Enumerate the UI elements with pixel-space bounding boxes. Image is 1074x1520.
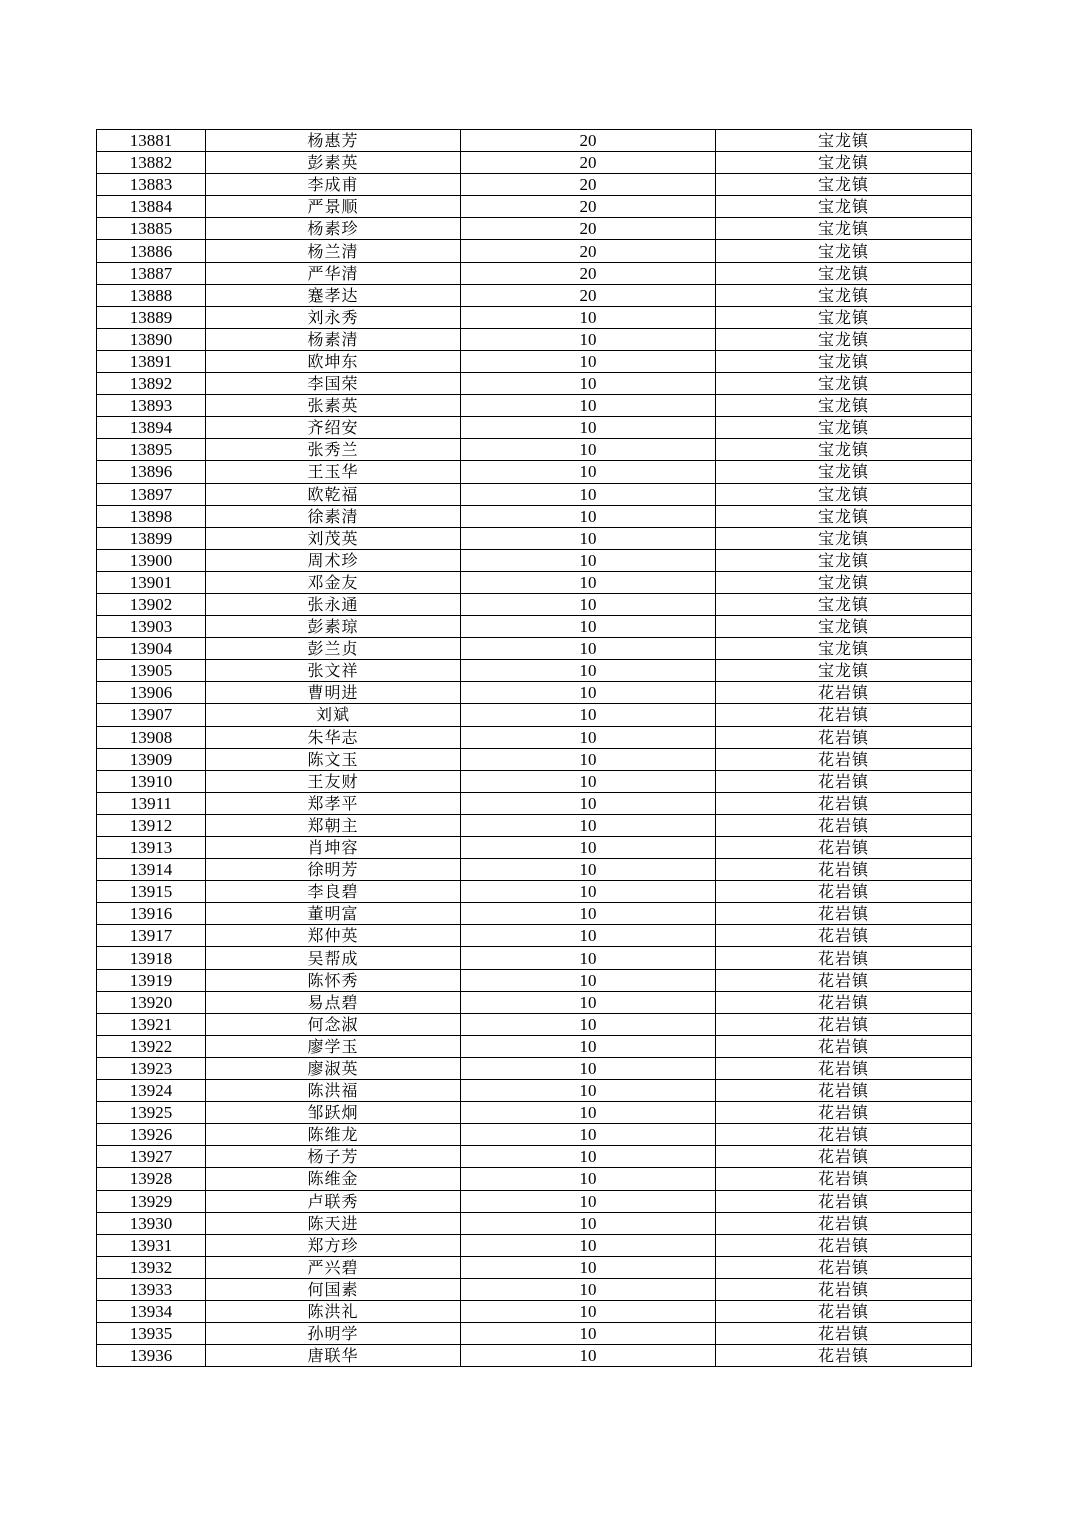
id-cell: 13928 bbox=[97, 1168, 206, 1190]
table-row bbox=[97, 284, 972, 306]
id-cell: 13900 bbox=[97, 549, 206, 571]
table-row bbox=[97, 704, 972, 726]
amount-cell: 20 bbox=[461, 152, 716, 174]
name-cell: 张素英 bbox=[206, 395, 461, 417]
table-row bbox=[97, 130, 972, 152]
town-cell: 花岩镇 bbox=[716, 1168, 972, 1190]
table-row bbox=[97, 792, 972, 814]
town-cell: 宝龙镇 bbox=[716, 130, 972, 152]
table-row bbox=[97, 196, 972, 218]
name-cell: 蹇孝达 bbox=[206, 284, 461, 306]
name-cell: 陈文玉 bbox=[206, 748, 461, 770]
town-cell: 花岩镇 bbox=[716, 1300, 972, 1322]
name-cell: 徐素清 bbox=[206, 505, 461, 527]
table-row bbox=[97, 240, 972, 262]
table-row bbox=[97, 1057, 972, 1079]
town-cell: 花岩镇 bbox=[716, 726, 972, 748]
id-cell: 13911 bbox=[97, 792, 206, 814]
amount-cell: 10 bbox=[461, 571, 716, 593]
table-row bbox=[97, 903, 972, 925]
name-cell: 刘永秀 bbox=[206, 306, 461, 328]
name-cell: 郑孝平 bbox=[206, 792, 461, 814]
table-row bbox=[97, 174, 972, 196]
table-row bbox=[97, 947, 972, 969]
id-cell: 13887 bbox=[97, 262, 206, 284]
amount-cell: 10 bbox=[461, 726, 716, 748]
table-row bbox=[97, 748, 972, 770]
name-cell: 杨素珍 bbox=[206, 218, 461, 240]
table-row bbox=[97, 770, 972, 792]
id-cell: 13905 bbox=[97, 660, 206, 682]
town-cell: 宝龙镇 bbox=[716, 549, 972, 571]
name-cell: 严兴碧 bbox=[206, 1256, 461, 1278]
amount-cell: 10 bbox=[461, 306, 716, 328]
town-cell: 宝龙镇 bbox=[716, 660, 972, 682]
id-cell: 13888 bbox=[97, 284, 206, 306]
town-cell: 宝龙镇 bbox=[716, 174, 972, 196]
town-cell: 宝龙镇 bbox=[716, 395, 972, 417]
id-cell: 13916 bbox=[97, 903, 206, 925]
table-row bbox=[97, 1345, 972, 1367]
town-cell: 宝龙镇 bbox=[716, 196, 972, 218]
amount-cell: 10 bbox=[461, 527, 716, 549]
id-cell: 13895 bbox=[97, 439, 206, 461]
id-cell: 13881 bbox=[97, 130, 206, 152]
id-cell: 13889 bbox=[97, 306, 206, 328]
amount-cell: 10 bbox=[461, 1212, 716, 1234]
id-cell: 13936 bbox=[97, 1345, 206, 1367]
name-cell: 王玉华 bbox=[206, 461, 461, 483]
name-cell: 张永通 bbox=[206, 593, 461, 615]
amount-cell: 10 bbox=[461, 748, 716, 770]
table-row bbox=[97, 1212, 972, 1234]
name-cell: 陈洪礼 bbox=[206, 1300, 461, 1322]
amount-cell: 10 bbox=[461, 1146, 716, 1168]
table-row bbox=[97, 262, 972, 284]
table-row bbox=[97, 837, 972, 859]
amount-cell: 10 bbox=[461, 1080, 716, 1102]
name-cell: 朱华志 bbox=[206, 726, 461, 748]
id-cell: 13919 bbox=[97, 969, 206, 991]
amount-cell: 20 bbox=[461, 262, 716, 284]
id-cell: 13898 bbox=[97, 505, 206, 527]
table-row bbox=[97, 1080, 972, 1102]
town-cell: 宝龙镇 bbox=[716, 483, 972, 505]
table-row bbox=[97, 1013, 972, 1035]
table-row bbox=[97, 1256, 972, 1278]
amount-cell: 10 bbox=[461, 991, 716, 1013]
town-cell: 宝龙镇 bbox=[716, 152, 972, 174]
table-row bbox=[97, 1278, 972, 1300]
id-cell: 13882 bbox=[97, 152, 206, 174]
town-cell: 花岩镇 bbox=[716, 1146, 972, 1168]
table-row bbox=[97, 439, 972, 461]
id-cell: 13896 bbox=[97, 461, 206, 483]
town-cell: 花岩镇 bbox=[716, 704, 972, 726]
amount-cell: 10 bbox=[461, 373, 716, 395]
town-cell: 花岩镇 bbox=[716, 1124, 972, 1146]
name-cell: 齐绍安 bbox=[206, 417, 461, 439]
name-cell: 郑方珍 bbox=[206, 1234, 461, 1256]
town-cell: 宝龙镇 bbox=[716, 306, 972, 328]
name-cell: 王友财 bbox=[206, 770, 461, 792]
id-cell: 13901 bbox=[97, 571, 206, 593]
id-cell: 13931 bbox=[97, 1234, 206, 1256]
id-cell: 13934 bbox=[97, 1300, 206, 1322]
id-cell: 13912 bbox=[97, 814, 206, 836]
name-cell: 李成甫 bbox=[206, 174, 461, 196]
amount-cell: 10 bbox=[461, 549, 716, 571]
amount-cell: 10 bbox=[461, 461, 716, 483]
name-cell: 严景顺 bbox=[206, 196, 461, 218]
town-cell: 宝龙镇 bbox=[716, 571, 972, 593]
id-cell: 13885 bbox=[97, 218, 206, 240]
name-cell: 欧乾福 bbox=[206, 483, 461, 505]
name-cell: 唐联华 bbox=[206, 1345, 461, 1367]
town-cell: 花岩镇 bbox=[716, 1256, 972, 1278]
amount-cell: 10 bbox=[461, 1190, 716, 1212]
town-cell: 花岩镇 bbox=[716, 1057, 972, 1079]
amount-cell: 10 bbox=[461, 417, 716, 439]
amount-cell: 10 bbox=[461, 704, 716, 726]
amount-cell: 10 bbox=[461, 439, 716, 461]
id-cell: 13935 bbox=[97, 1323, 206, 1345]
id-cell: 13902 bbox=[97, 593, 206, 615]
name-cell: 徐明芳 bbox=[206, 859, 461, 881]
amount-cell: 20 bbox=[461, 218, 716, 240]
town-cell: 宝龙镇 bbox=[716, 461, 972, 483]
town-cell: 花岩镇 bbox=[716, 1323, 972, 1345]
amount-cell: 10 bbox=[461, 1102, 716, 1124]
amount-cell: 20 bbox=[461, 130, 716, 152]
name-cell: 陈维龙 bbox=[206, 1124, 461, 1146]
amount-cell: 10 bbox=[461, 660, 716, 682]
town-cell: 宝龙镇 bbox=[716, 328, 972, 350]
id-cell: 13884 bbox=[97, 196, 206, 218]
town-cell: 宝龙镇 bbox=[716, 439, 972, 461]
town-cell: 宝龙镇 bbox=[716, 218, 972, 240]
amount-cell: 10 bbox=[461, 1168, 716, 1190]
town-cell: 宝龙镇 bbox=[716, 505, 972, 527]
amount-cell: 10 bbox=[461, 903, 716, 925]
amount-cell: 10 bbox=[461, 1234, 716, 1256]
table-row bbox=[97, 395, 972, 417]
table-row bbox=[97, 461, 972, 483]
name-cell: 刘斌 bbox=[206, 704, 461, 726]
table-row bbox=[97, 350, 972, 372]
amount-cell: 10 bbox=[461, 1057, 716, 1079]
table-row bbox=[97, 616, 972, 638]
table-row bbox=[97, 483, 972, 505]
name-cell: 曹明进 bbox=[206, 682, 461, 704]
name-cell: 陈洪福 bbox=[206, 1080, 461, 1102]
id-cell: 13920 bbox=[97, 991, 206, 1013]
town-cell: 花岩镇 bbox=[716, 903, 972, 925]
id-cell: 13904 bbox=[97, 638, 206, 660]
town-cell: 宝龙镇 bbox=[716, 527, 972, 549]
id-cell: 13917 bbox=[97, 925, 206, 947]
name-cell: 杨素清 bbox=[206, 328, 461, 350]
table-row bbox=[97, 306, 972, 328]
table-row bbox=[97, 859, 972, 881]
town-cell: 花岩镇 bbox=[716, 1013, 972, 1035]
amount-cell: 20 bbox=[461, 196, 716, 218]
table-row bbox=[97, 1234, 972, 1256]
name-cell: 邓金友 bbox=[206, 571, 461, 593]
amount-cell: 10 bbox=[461, 947, 716, 969]
town-cell: 花岩镇 bbox=[716, 1080, 972, 1102]
id-cell: 13914 bbox=[97, 859, 206, 881]
table-row bbox=[97, 660, 972, 682]
id-cell: 13892 bbox=[97, 373, 206, 395]
table-row bbox=[97, 638, 972, 660]
name-cell: 张文祥 bbox=[206, 660, 461, 682]
name-cell: 陈天进 bbox=[206, 1212, 461, 1234]
id-cell: 13903 bbox=[97, 616, 206, 638]
table-row bbox=[97, 881, 972, 903]
id-cell: 13883 bbox=[97, 174, 206, 196]
town-cell: 宝龙镇 bbox=[716, 616, 972, 638]
table-body bbox=[97, 130, 972, 1367]
name-cell: 彭素英 bbox=[206, 152, 461, 174]
amount-cell: 10 bbox=[461, 328, 716, 350]
id-cell: 13886 bbox=[97, 240, 206, 262]
id-cell: 13933 bbox=[97, 1278, 206, 1300]
town-cell: 花岩镇 bbox=[716, 881, 972, 903]
id-cell: 13927 bbox=[97, 1146, 206, 1168]
amount-cell: 10 bbox=[461, 792, 716, 814]
name-cell: 董明富 bbox=[206, 903, 461, 925]
name-cell: 李国荣 bbox=[206, 373, 461, 395]
name-cell: 廖学玉 bbox=[206, 1035, 461, 1057]
table-row bbox=[97, 505, 972, 527]
table-row bbox=[97, 549, 972, 571]
town-cell: 宝龙镇 bbox=[716, 240, 972, 262]
table-row bbox=[97, 991, 972, 1013]
name-cell: 郑朝主 bbox=[206, 814, 461, 836]
id-cell: 13921 bbox=[97, 1013, 206, 1035]
id-cell: 13924 bbox=[97, 1080, 206, 1102]
amount-cell: 10 bbox=[461, 505, 716, 527]
town-cell: 花岩镇 bbox=[716, 1035, 972, 1057]
amount-cell: 10 bbox=[461, 881, 716, 903]
id-cell: 13925 bbox=[97, 1102, 206, 1124]
amount-cell: 10 bbox=[461, 616, 716, 638]
town-cell: 花岩镇 bbox=[716, 859, 972, 881]
name-cell: 吴帮成 bbox=[206, 947, 461, 969]
id-cell: 13899 bbox=[97, 527, 206, 549]
data-table bbox=[96, 129, 972, 1367]
table-row bbox=[97, 1102, 972, 1124]
amount-cell: 10 bbox=[461, 350, 716, 372]
name-cell: 何国素 bbox=[206, 1278, 461, 1300]
name-cell: 郑仲英 bbox=[206, 925, 461, 947]
name-cell: 邹跃炯 bbox=[206, 1102, 461, 1124]
table-row bbox=[97, 682, 972, 704]
name-cell: 陈维金 bbox=[206, 1168, 461, 1190]
amount-cell: 10 bbox=[461, 1300, 716, 1322]
town-cell: 花岩镇 bbox=[716, 748, 972, 770]
name-cell: 严华清 bbox=[206, 262, 461, 284]
town-cell: 宝龙镇 bbox=[716, 284, 972, 306]
amount-cell: 20 bbox=[461, 174, 716, 196]
table-row bbox=[97, 527, 972, 549]
town-cell: 花岩镇 bbox=[716, 770, 972, 792]
amount-cell: 10 bbox=[461, 682, 716, 704]
id-cell: 13923 bbox=[97, 1057, 206, 1079]
table-row bbox=[97, 328, 972, 350]
table-row bbox=[97, 373, 972, 395]
table-row bbox=[97, 571, 972, 593]
table-row bbox=[97, 969, 972, 991]
id-cell: 13891 bbox=[97, 350, 206, 372]
table-row bbox=[97, 1168, 972, 1190]
id-cell: 13929 bbox=[97, 1190, 206, 1212]
town-cell: 宝龙镇 bbox=[716, 350, 972, 372]
town-cell: 花岩镇 bbox=[716, 969, 972, 991]
id-cell: 13890 bbox=[97, 328, 206, 350]
id-cell: 13910 bbox=[97, 770, 206, 792]
table-row bbox=[97, 1190, 972, 1212]
town-cell: 宝龙镇 bbox=[716, 373, 972, 395]
amount-cell: 10 bbox=[461, 1124, 716, 1146]
name-cell: 刘茂英 bbox=[206, 527, 461, 549]
id-cell: 13909 bbox=[97, 748, 206, 770]
town-cell: 宝龙镇 bbox=[716, 417, 972, 439]
table-row bbox=[97, 593, 972, 615]
id-cell: 13907 bbox=[97, 704, 206, 726]
amount-cell: 10 bbox=[461, 969, 716, 991]
name-cell: 易点碧 bbox=[206, 991, 461, 1013]
name-cell: 何念淑 bbox=[206, 1013, 461, 1035]
amount-cell: 10 bbox=[461, 483, 716, 505]
name-cell: 肖坤容 bbox=[206, 837, 461, 859]
table-row bbox=[97, 1300, 972, 1322]
id-cell: 13918 bbox=[97, 947, 206, 969]
name-cell: 张秀兰 bbox=[206, 439, 461, 461]
town-cell: 宝龙镇 bbox=[716, 262, 972, 284]
town-cell: 花岩镇 bbox=[716, 1234, 972, 1256]
table-row bbox=[97, 1035, 972, 1057]
amount-cell: 20 bbox=[461, 284, 716, 306]
town-cell: 花岩镇 bbox=[716, 1212, 972, 1234]
name-cell: 陈怀秀 bbox=[206, 969, 461, 991]
amount-cell: 20 bbox=[461, 240, 716, 262]
amount-cell: 10 bbox=[461, 1323, 716, 1345]
table-row bbox=[97, 218, 972, 240]
amount-cell: 10 bbox=[461, 859, 716, 881]
id-cell: 13915 bbox=[97, 881, 206, 903]
table-row bbox=[97, 726, 972, 748]
amount-cell: 10 bbox=[461, 814, 716, 836]
town-cell: 花岩镇 bbox=[716, 792, 972, 814]
amount-cell: 10 bbox=[461, 1278, 716, 1300]
town-cell: 花岩镇 bbox=[716, 925, 972, 947]
id-cell: 13926 bbox=[97, 1124, 206, 1146]
amount-cell: 10 bbox=[461, 770, 716, 792]
town-cell: 花岩镇 bbox=[716, 814, 972, 836]
amount-cell: 10 bbox=[461, 638, 716, 660]
town-cell: 花岩镇 bbox=[716, 1278, 972, 1300]
town-cell: 花岩镇 bbox=[716, 837, 972, 859]
name-cell: 彭素琼 bbox=[206, 616, 461, 638]
amount-cell: 10 bbox=[461, 1345, 716, 1367]
name-cell: 欧坤东 bbox=[206, 350, 461, 372]
id-cell: 13897 bbox=[97, 483, 206, 505]
table-row bbox=[97, 925, 972, 947]
town-cell: 花岩镇 bbox=[716, 1190, 972, 1212]
name-cell: 廖淑英 bbox=[206, 1057, 461, 1079]
name-cell: 卢联秀 bbox=[206, 1190, 461, 1212]
id-cell: 13893 bbox=[97, 395, 206, 417]
table-row bbox=[97, 417, 972, 439]
amount-cell: 10 bbox=[461, 593, 716, 615]
town-cell: 宝龙镇 bbox=[716, 638, 972, 660]
table-row bbox=[97, 814, 972, 836]
name-cell: 杨子芳 bbox=[206, 1146, 461, 1168]
id-cell: 13930 bbox=[97, 1212, 206, 1234]
name-cell: 孙明学 bbox=[206, 1323, 461, 1345]
name-cell: 杨惠芳 bbox=[206, 130, 461, 152]
town-cell: 宝龙镇 bbox=[716, 593, 972, 615]
table-row bbox=[97, 1124, 972, 1146]
town-cell: 花岩镇 bbox=[716, 991, 972, 1013]
name-cell: 杨兰清 bbox=[206, 240, 461, 262]
name-cell: 彭兰贞 bbox=[206, 638, 461, 660]
amount-cell: 10 bbox=[461, 925, 716, 947]
amount-cell: 10 bbox=[461, 1035, 716, 1057]
amount-cell: 10 bbox=[461, 395, 716, 417]
town-cell: 花岩镇 bbox=[716, 1102, 972, 1124]
id-cell: 13922 bbox=[97, 1035, 206, 1057]
amount-cell: 10 bbox=[461, 837, 716, 859]
table-row bbox=[97, 1323, 972, 1345]
id-cell: 13932 bbox=[97, 1256, 206, 1278]
amount-cell: 10 bbox=[461, 1013, 716, 1035]
table-row bbox=[97, 1146, 972, 1168]
name-cell: 李良碧 bbox=[206, 881, 461, 903]
id-cell: 13908 bbox=[97, 726, 206, 748]
name-cell: 周术珍 bbox=[206, 549, 461, 571]
town-cell: 花岩镇 bbox=[716, 947, 972, 969]
town-cell: 花岩镇 bbox=[716, 1345, 972, 1367]
table-row bbox=[97, 152, 972, 174]
amount-cell: 10 bbox=[461, 1256, 716, 1278]
id-cell: 13906 bbox=[97, 682, 206, 704]
id-cell: 13913 bbox=[97, 837, 206, 859]
town-cell: 花岩镇 bbox=[716, 682, 972, 704]
id-cell: 13894 bbox=[97, 417, 206, 439]
